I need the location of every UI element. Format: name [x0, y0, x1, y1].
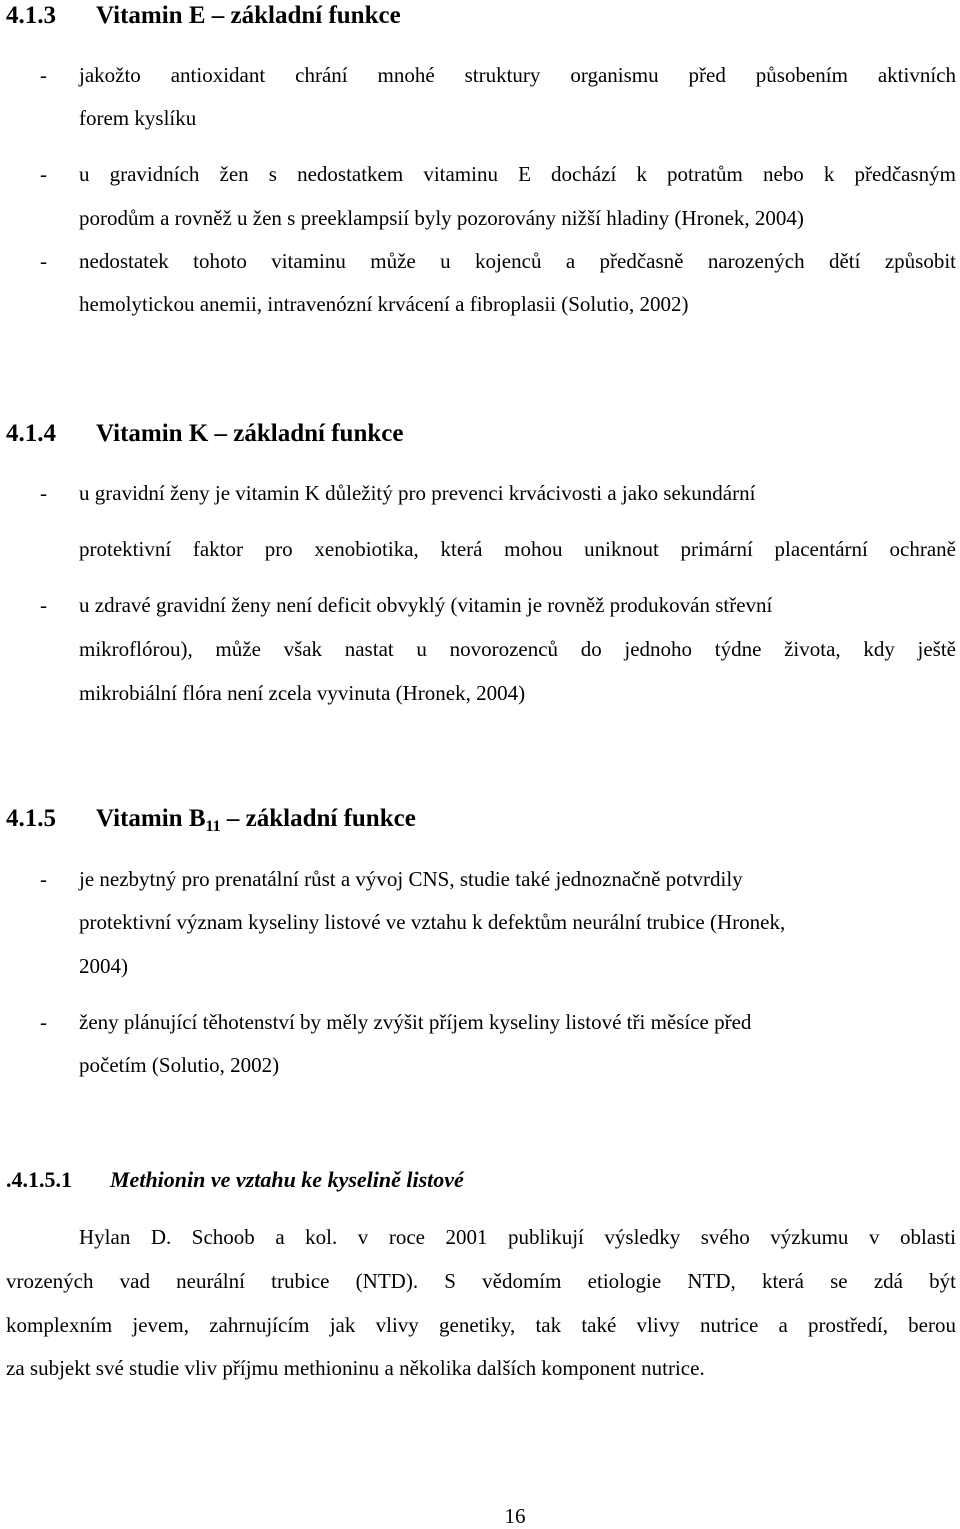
section-title: Vitamin K – základní funkce — [96, 420, 404, 447]
bullet-dash: - — [40, 63, 47, 87]
bullet-line: jakožto antioxidant chrání mnohé struktury organismu před působením aktivních — [79, 63, 956, 87]
paragraph-line: komplexním jevem, zahrnujícím jak vlivy genetiky, tak také vlivy nutrice a prostředí, berou — [6, 1313, 956, 1337]
bullet-line: u gravidních žen s nedostatkem vitaminu E dochází k potratům nebo k předčasným — [79, 162, 956, 186]
bullet-line: mikroflórou), může však nastat u novorozenců do jednoho týdne života, kdy ještě — [79, 637, 956, 661]
section-title-suffix: – základní funkce — [220, 805, 416, 832]
bullet-dash: - — [40, 162, 47, 186]
bullet-line: u zdravé gravidní ženy není deficit obvyklý (vitamin je rovněž produkován střevní — [79, 593, 773, 617]
paragraph-line: Hylan D. Schoob a kol. v roce 2001 publikují výsledky svého výzkumu v oblasti — [79, 1225, 956, 1249]
bullet-line: je nezbytný pro prenatální růst a vývoj CNS, studie také jednoznačně potvrdily — [79, 867, 743, 891]
bullet-dash: - — [40, 593, 47, 617]
subsection-heading — [6, 1169, 464, 1191]
bullet-line: u gravidní ženy je vitamin K důležitý pro prevenci krvácivosti a jako sekundární — [79, 481, 756, 505]
bullet-line: ženy plánující těhotenství by měly zvýšit příjem kyseliny listové tři měsíce před — [79, 1010, 752, 1034]
page-number: 16 — [504, 1504, 526, 1528]
bullet-line: porodům a rovněž u žen s preeklampsií byly pozorovány nižší hladiny (Hronek, 2004) — [79, 206, 804, 230]
bullet-dash: - — [40, 1010, 47, 1034]
section-number: 4.1.5 — [6, 805, 56, 832]
section-title: Vitamin E – základní funkce — [96, 2, 401, 29]
bullet-dash: - — [40, 249, 47, 273]
bullet-dash: - — [40, 481, 47, 505]
bullet-line: forem kyslíku — [79, 106, 197, 130]
bullet-dash: - — [40, 867, 47, 891]
bullet-line: mikrobiální flóra není zcela vyvinuta (Hronek, 2004) — [79, 681, 526, 705]
bullet-line: početím (Solutio, 2002) — [79, 1053, 280, 1077]
paragraph-line: vrozených vad neurální trubice (NTD). S vědomím etiologie NTD, která se zdá být — [6, 1269, 956, 1293]
bullet-line: 2004) — [79, 954, 128, 978]
subsection-number: .4.1.5.1 — [6, 1167, 72, 1192]
section-heading-4-1-3 — [6, 3, 401, 28]
section-heading-4-1-5 — [6, 806, 416, 835]
bullet-line: nedostatek tohoto vitaminu může u kojenců a předčasně narozených dětí způsobit — [79, 249, 956, 273]
bullet-line: protektivní faktor pro xenobiotika, která mohou uniknout primární placentární ochraně — [79, 537, 956, 561]
bullet-line: protektivní význam kyseliny listové ve vztahu k defektům neurální trubice (Hronek, — [79, 910, 786, 934]
section-heading-4-1-4 — [6, 421, 403, 446]
section-title-subscript: 11 — [205, 818, 221, 835]
section-number: 4.1.4 — [6, 420, 56, 447]
section-number: 4.1.3 — [6, 2, 56, 29]
subsection-title: Methionin ve vztahu ke kyselině listové — [110, 1167, 464, 1192]
paragraph-line: za subjekt své studie vliv příjmu methioninu a několika dalších komponent nutrice. — [6, 1356, 705, 1380]
section-title-prefix: Vitamin B — [96, 805, 206, 832]
bullet-line: hemolytickou anemii, intravenózní krvácení a fibroplasii (Solutio, 2002) — [79, 292, 689, 316]
